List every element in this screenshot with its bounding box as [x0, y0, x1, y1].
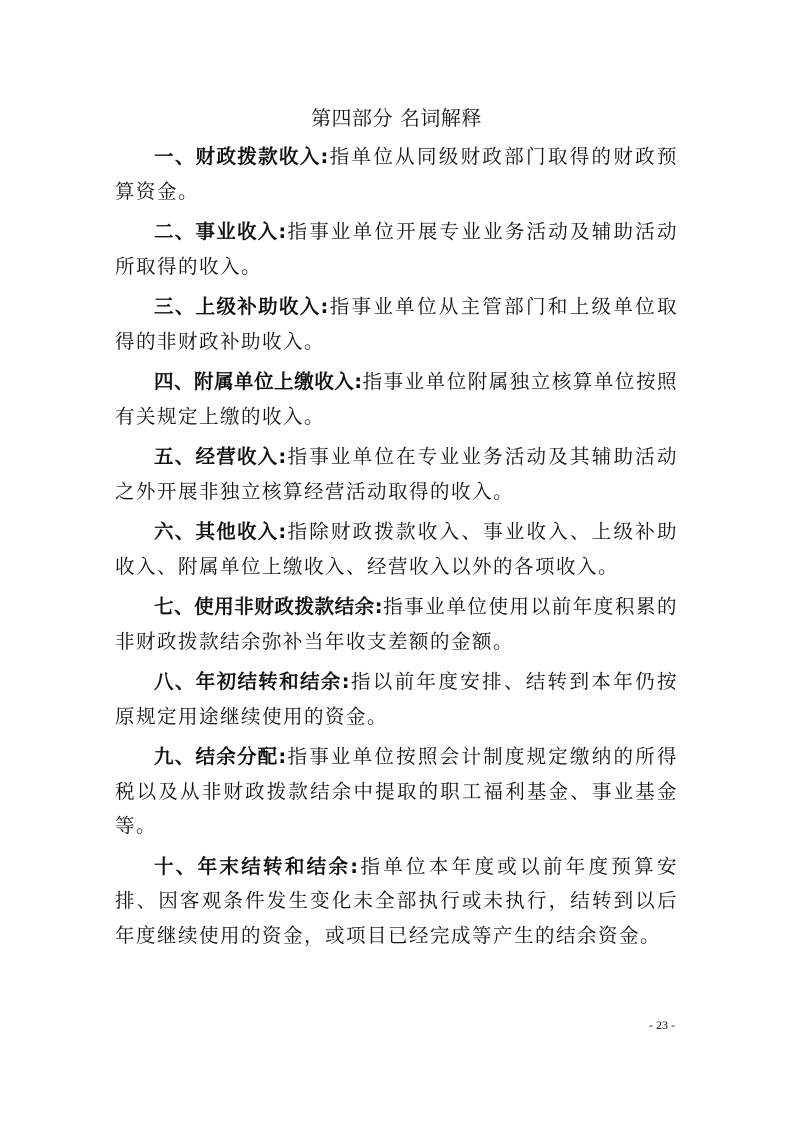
definition-entry-6	[115, 515, 678, 584]
entry-definition: 指以前年度安排、结转到本年仍按原规定用途继续使用的资金。	[115, 670, 678, 728]
definition-entry-5	[115, 440, 678, 509]
definition-entry-9	[115, 740, 678, 844]
entry-definition: 指事业单位附属独立核算单位按照有关规定上缴的收入。	[115, 370, 678, 428]
definition-entry-1	[115, 140, 678, 209]
entry-definition: 指单位从同级财政部门取得的财政预算资金。	[115, 145, 678, 203]
entry-term: 九、结余分配:	[154, 745, 287, 768]
entry-term: 六、其他收入:	[154, 520, 287, 543]
entry-definition: 指单位本年度或以前年度预算安排、因客观条件发生变化未全部执行或未执行，结转到以后年度继续使用的资金，或项目已经完成等产生的结余资金。	[115, 854, 678, 947]
entry-term: 七、使用非财政拨款结余:	[154, 595, 384, 618]
entry-term: 一、财政拨款收入:	[154, 145, 329, 168]
entry-definition: 指事业单位开展专业业务活动及辅助活动所取得的收入。	[115, 220, 678, 278]
definition-entry-7	[115, 590, 678, 659]
definitions-list	[115, 140, 678, 959]
definition-entry-2	[115, 215, 678, 284]
entry-definition: 指事业单位使用以前年度积累的非财政拨款结余弥补当年收支差额的金额。	[115, 595, 678, 653]
definition-entry-10	[115, 850, 678, 954]
entry-term: 四、附属单位上缴收入:	[154, 370, 363, 393]
page-title: 第四部分 名词解释	[311, 106, 482, 130]
entry-definition: 指事业单位在专业业务活动及其辅助活动之外开展非独立核算经营活动取得的收入。	[115, 445, 678, 503]
entry-term: 十、年末结转和结余:	[154, 854, 359, 878]
definition-entry-4	[115, 365, 678, 434]
entry-term: 八、年初结转和结余:	[154, 670, 351, 693]
entry-definition: 指事业单位从主管部门和上级单位取得的非财政补助收入。	[115, 295, 678, 353]
entry-definition: 指除财政拨款收入、事业收入、上级补助收入、附属单位上缴收入、经营收入以外的各项收入。	[115, 520, 678, 578]
definition-entry-3	[115, 290, 678, 359]
entry-definition: 指事业单位按照会计制度规定缴纳的所得税以及从非财政拨款结余中提取的职工福利基金、事业基金等。	[115, 745, 678, 837]
page-number: - 23 -	[649, 1018, 675, 1032]
entry-term: 三、上级补助收入:	[154, 295, 329, 318]
entry-term: 五、经营收入:	[154, 445, 287, 468]
definition-entry-8	[115, 665, 678, 734]
entry-term: 二、事业收入:	[154, 220, 287, 243]
